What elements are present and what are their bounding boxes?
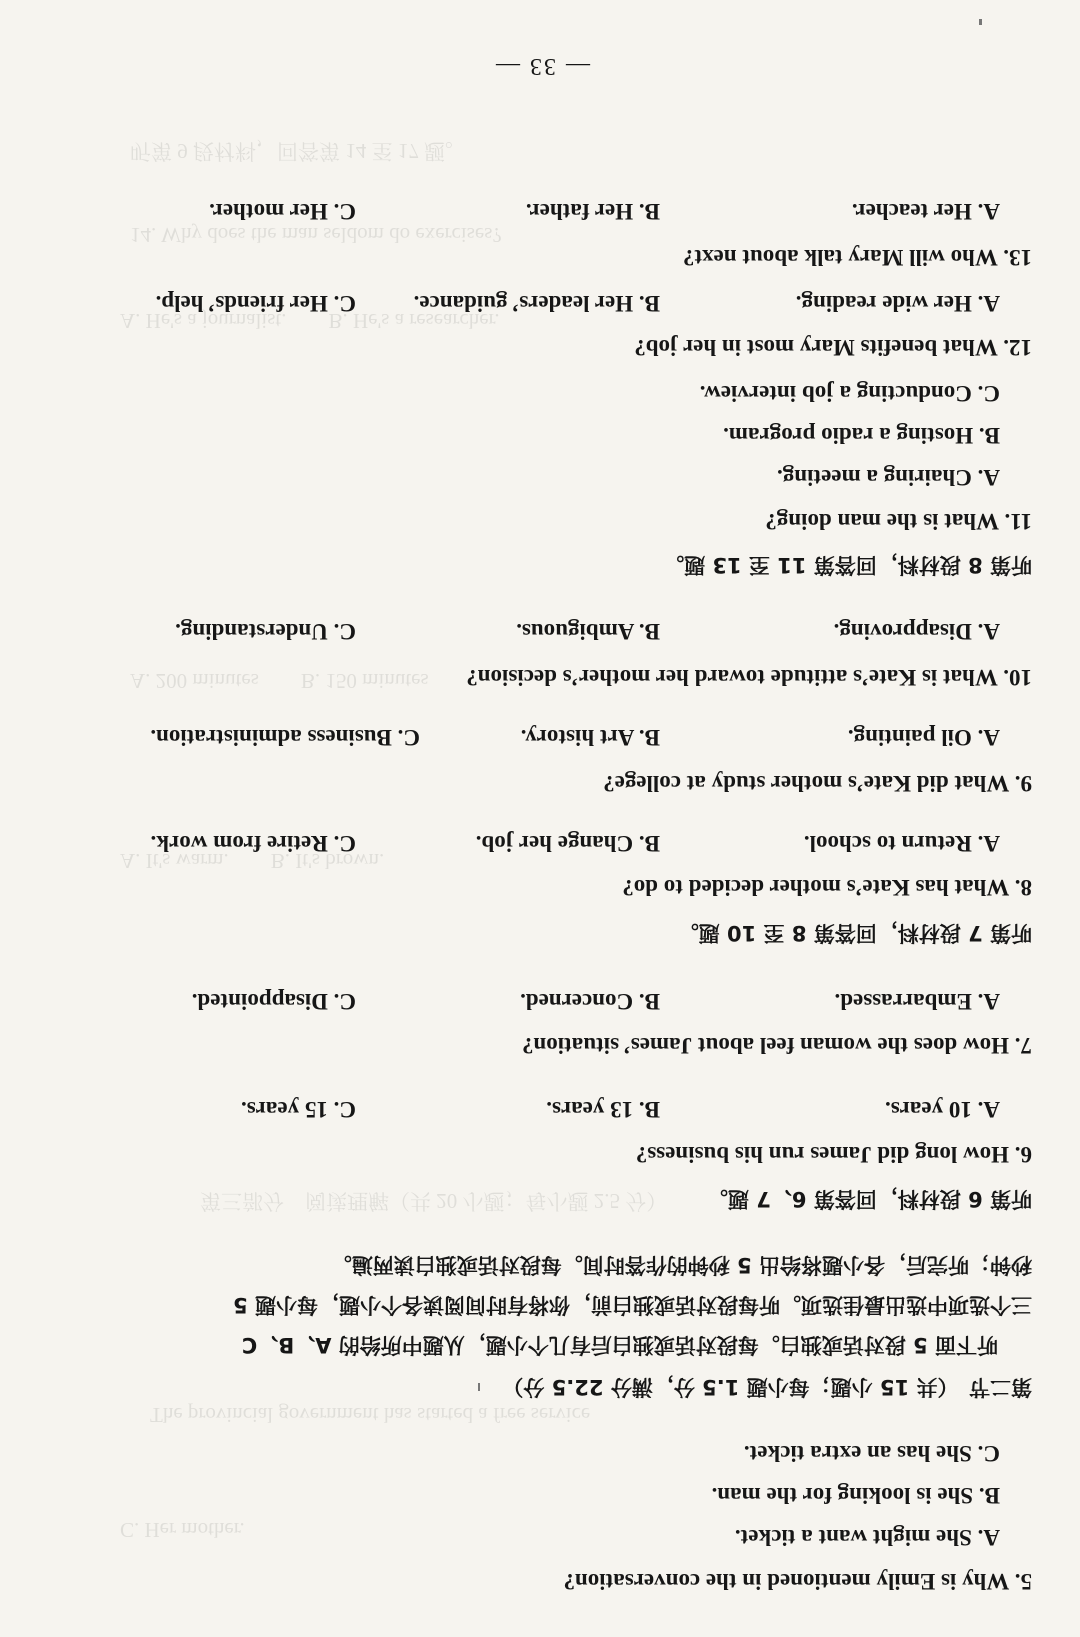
section-2-instructions-line2: 三个选项中选出最佳选项。听每段对话或独白前，你将有时间阅读各个小题，每小题 5: [233, 1293, 1032, 1317]
q8-option-b: B. Change her job.: [475, 831, 660, 856]
q9-option-b: B. Art history.: [520, 725, 660, 750]
q8-option-c: C. Retire from work.: [150, 831, 356, 856]
q5-question: 5. Why is Emily mentioned in the conversation?: [563, 1569, 1032, 1594]
q6-option-c: C. 15 years.: [241, 1097, 356, 1122]
q9-question: 9. What did Kate’s mother study at college?: [603, 771, 1032, 796]
q13-option-c: C. Her mother.: [209, 199, 356, 224]
q12-option-c: C. Her friends’ help.: [155, 291, 356, 316]
q6-question: 6. How long did James run his business?: [635, 1142, 1032, 1167]
scan-speck: [979, 19, 982, 25]
q11-option-b: B. Hosting a radio program.: [723, 423, 1000, 448]
q12-question: 12. What benefits Mary most in her job?: [634, 335, 1032, 360]
q7-option-c: C. Disappointed.: [191, 989, 356, 1014]
material-7-intro: 听第 7 段材料，回答第 8 至 10 题。: [677, 921, 1032, 945]
q6-option-a: A. 10 years.: [885, 1097, 1000, 1122]
q9-option-a: A. Oil painting.: [847, 725, 1000, 750]
section-2-instructions-line3: 秒钟；听完后，各小题将给出 5 秒钟的作答时间。每段对话或独白读两遍。: [330, 1253, 1032, 1277]
q7-option-a: A. Embarrassed.: [834, 989, 1000, 1014]
q12-option-a: A. Her wide reading.: [795, 291, 1000, 316]
q11-option-a: A. Chairing a meeting.: [777, 465, 1000, 490]
q6-option-b: B. 13 years.: [546, 1097, 660, 1122]
q10-option-b: B. Ambiguous.: [516, 619, 660, 644]
q10-option-a: A. Disapproving.: [833, 619, 1000, 644]
material-8-intro: 听第 8 段材料，回答第 11 至 13 题。: [663, 553, 1032, 577]
q10-question: 10. What is Kate’s attitude toward her mother’s decision?: [466, 665, 1032, 690]
q13-option-a: A. Her teacher.: [851, 199, 1000, 224]
q8-question: 8. What has Kate’s mother decided to do?: [622, 875, 1032, 900]
q8-option-a: A. Return to school.: [803, 831, 1000, 856]
q12-option-b: B. Her leaders’ guidance.: [413, 291, 660, 316]
q11-question: 11. What is the man doing?: [765, 509, 1032, 534]
material-6-intro: 听第 6 段材料，回答第 6、7 题。: [706, 1187, 1032, 1211]
scan-speck: [478, 1383, 480, 1391]
bleed-through: C. Her mother. The provincial government has started a free service 第三部分 阅读理解（共 20 小题；每小题 2.5 分） A. It's warm. B. It's brown. A. 200 minutes B. 150 minutes A. He's a journalist. B. He's a researcher. 14. Why does the man seldom do exercises? 听第 9 段材料，回答第 14 至 17 题。: [120, 139, 668, 1542]
section-2-instructions-line1: 听下面 5 段对话或独白。每段对话或独白后有几个小题，从题中所给的 A、B、C: [241, 1333, 998, 1357]
q11-option-c: C. Conducting a job interview.: [699, 381, 1000, 406]
page-number: — 33 —: [494, 53, 590, 79]
q7-option-b: B. Concerned.: [520, 989, 660, 1014]
section-2-header: 第二节 （共 15 小题；每小题 1.5 分，满分 22.5 分）: [502, 1375, 1032, 1399]
q5-option-a: A. She might want a ticket.: [734, 1525, 1000, 1550]
q5-option-c: C. She has an extra ticket.: [743, 1441, 1000, 1466]
q13-option-b: B. Her father.: [525, 199, 660, 224]
q5-option-b: B. She is looking for the man.: [711, 1483, 1000, 1508]
q13-question: 13. Who will Mary talk about next?: [682, 245, 1032, 270]
q10-option-c: C. Understanding.: [175, 619, 356, 644]
q9-option-c: C. Business administration.: [150, 725, 420, 750]
q7-question: 7. How does the woman feel about James’ situation?: [521, 1033, 1032, 1058]
